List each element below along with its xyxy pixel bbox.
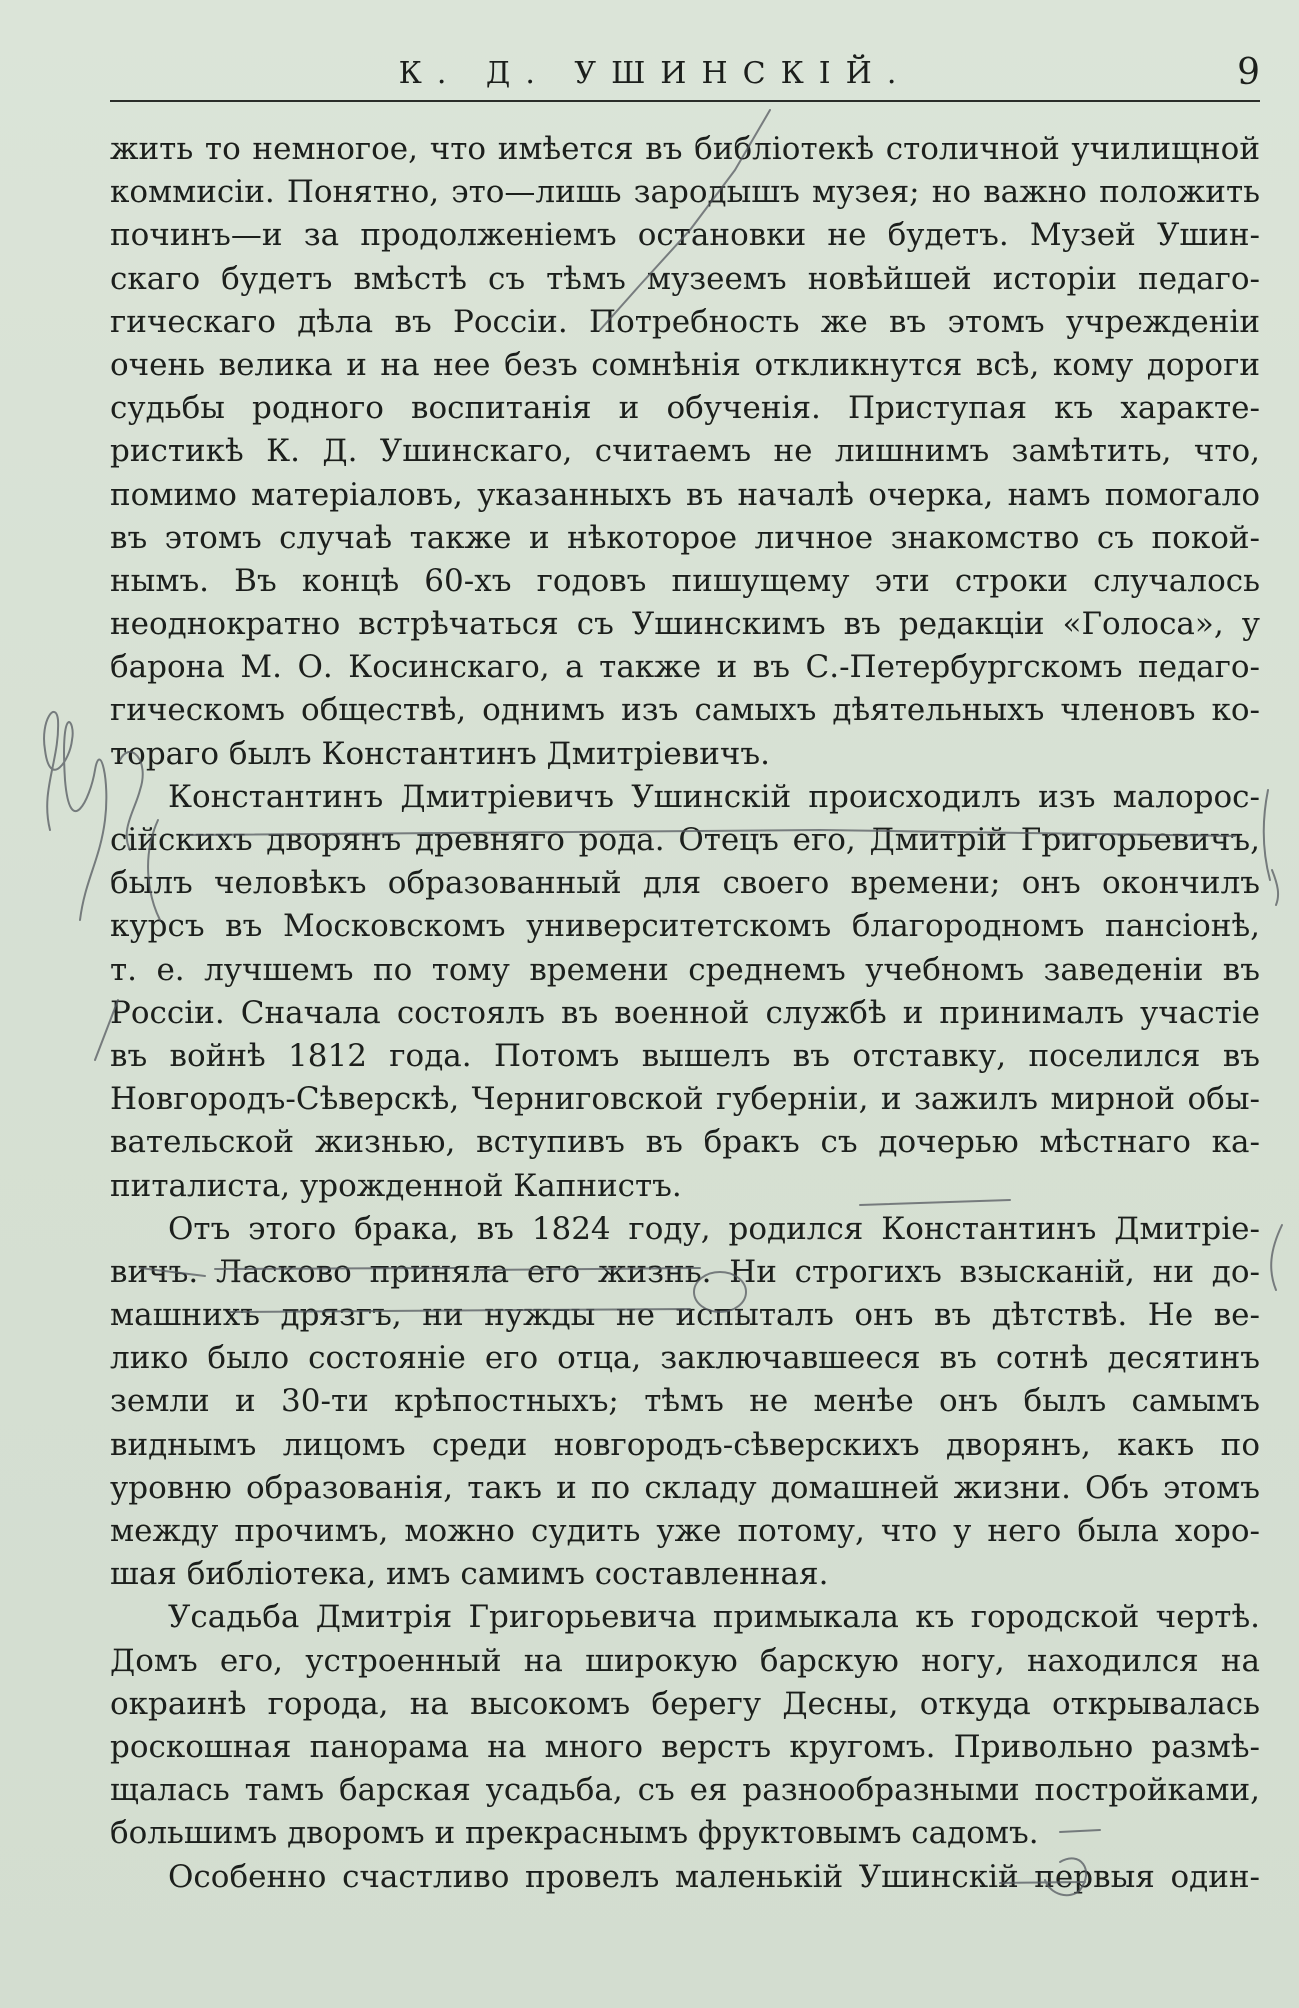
- text-line: былъ человѣкъ образованный для своего времени; онъ окончилъ: [110, 865, 1260, 902]
- text-line: уровню образованія, такъ и по складу домашней жизни. Объ этомъ: [110, 1469, 1260, 1506]
- text-line: гическомъ обществѣ, однимъ изъ самыхъ дѣятельныхъ членовъ ко-: [110, 692, 1260, 729]
- text-line: въ войнѣ 1812 года. Потомъ вышелъ въ отставку, поселился въ: [110, 1037, 1260, 1074]
- text-line: ристикѣ К. Д. Ушинскаго, считаемъ не лишнимъ замѣтить, что,: [110, 433, 1260, 470]
- running-title: К. Д. УШИНСКІЙ.: [398, 56, 912, 91]
- text-line: нымъ. Въ концѣ 60-хъ годовъ пишущему эти строки случалось: [110, 562, 1260, 599]
- text-line: большимъ дворомъ и прекраснымъ фруктовымъ садомъ.: [110, 1815, 1039, 1852]
- margin-scribble: [44, 712, 106, 920]
- text-line: курсъ въ Московскомъ университетскомъ благородномъ пансіонѣ,: [110, 908, 1260, 945]
- text-line: окраинѣ города, на высокомъ берегу Десны, откуда открывалась: [110, 1685, 1260, 1722]
- text-line: вательской жизнью, вступивъ въ бракъ съ дочерью мѣстнаго ка-: [110, 1124, 1260, 1161]
- text-line: питалиста, урожденной Капнистъ.: [110, 1167, 682, 1204]
- text-line: Отъ этого брака, въ 1824 году, родился Константинъ Дмитріе-: [168, 1210, 1260, 1247]
- body-text: [110, 128, 1260, 1988]
- page-number: 9: [1237, 52, 1260, 93]
- paragraph: [110, 776, 1260, 1208]
- text-line: роскошная панорама на много верстъ кругомъ. Привольно размѣ-: [110, 1728, 1260, 1765]
- text-line: Новгородъ-Сѣверскѣ, Черниговской губерніи, и зажилъ мирной обы-: [110, 1081, 1260, 1118]
- text-line: лико было состояніе его отца, заключавшееся въ сотнѣ десятинъ: [110, 1340, 1260, 1377]
- text-line: Константинъ Дмитріевичъ Ушинскій происходилъ изъ малорос-: [168, 778, 1260, 815]
- text-line: сійскихъ дворянъ древняго рода. Отецъ его, Дмитрій Григорьевичъ,: [110, 822, 1260, 858]
- running-head: [110, 50, 1260, 102]
- text-line: гическаго дѣла въ Россіи. Потребность же въ этомъ учрежденіи: [110, 303, 1260, 340]
- text-line: Россіи. Сначала состоялъ въ военной службѣ и принималъ участіе: [110, 994, 1260, 1031]
- text-line: шая библіотека, имъ самимъ составленная.: [110, 1556, 829, 1593]
- text-line: жить то немногое, что имѣется въ библіотекѣ столичной училищной: [110, 131, 1260, 167]
- text-line: тораго былъ Константинъ Дмитріевичъ.: [110, 735, 770, 772]
- text-line: щалась тамъ барская усадьба, съ ея разнообразными постройками,: [110, 1772, 1260, 1809]
- text-line: судьбы родного воспитанія и обученія. Приступая къ характе-: [110, 390, 1260, 427]
- text-line: вичъ. Ласково приняла его жизнь. Ни строгихъ взысканій, ни до-: [110, 1253, 1260, 1290]
- text-line: Усадьба Дмитрія Григорьевича примыкала къ городской чертѣ.: [168, 1599, 1260, 1636]
- text-line: земли и 30-ти крѣпостныхъ; тѣмъ не менѣе онъ былъ самымъ: [110, 1383, 1260, 1420]
- text-line: Особенно счастливо провелъ маленькій Ушинскій первыя один-: [168, 1858, 1260, 1895]
- margin-bracket-right: [1264, 790, 1278, 905]
- paragraph: [110, 1856, 1260, 1899]
- text-line: барона М. О. Косинскаго, а также и въ С.-Петербургскомъ педаго-: [110, 649, 1260, 686]
- text-line: машнихъ дрязгъ, ни нужды не испыталъ онъ въ дѣтствѣ. Не ве-: [110, 1297, 1260, 1334]
- text-line: т. е. лучшемъ по тому времени среднемъ учебномъ заведеніи въ: [110, 951, 1260, 988]
- text-line: Домъ его, устроенный на широкую барскую ногу, находился на: [110, 1642, 1260, 1679]
- text-line: очень велика и на нее безъ сомнѣнія откликнутся всѣ, кому дороги: [110, 346, 1260, 383]
- text-line: скаго будетъ вмѣстѣ съ тѣмъ музеемъ новѣйшей исторіи педаго-: [110, 260, 1260, 297]
- text-line: виднымъ лицомъ среди новгородъ-сѣверскихъ дворянъ, какъ по: [110, 1426, 1260, 1463]
- paragraph: [110, 1208, 1260, 1597]
- text-line: неоднократно встрѣчаться съ Ушинскимъ въ редакціи «Голоса», у: [110, 606, 1260, 643]
- paragraph: [110, 1596, 1260, 1855]
- text-line: между прочимъ, можно судить уже потому, что у него была хоро-: [110, 1513, 1260, 1549]
- text-line: въ этомъ случаѣ также и нѣкоторое личное знакомство съ покой-: [110, 519, 1260, 556]
- text-line: помимо матеріаловъ, указанныхъ въ началѣ очерка, намъ помогало: [110, 476, 1260, 513]
- text-line: починъ—и за продолженіемъ остановки не будетъ. Музей Ушин-: [110, 217, 1260, 254]
- paragraph: [110, 128, 1260, 776]
- text-line: коммисіи. Понятно, это—лишь зародышъ музея; но важно положить: [110, 174, 1260, 211]
